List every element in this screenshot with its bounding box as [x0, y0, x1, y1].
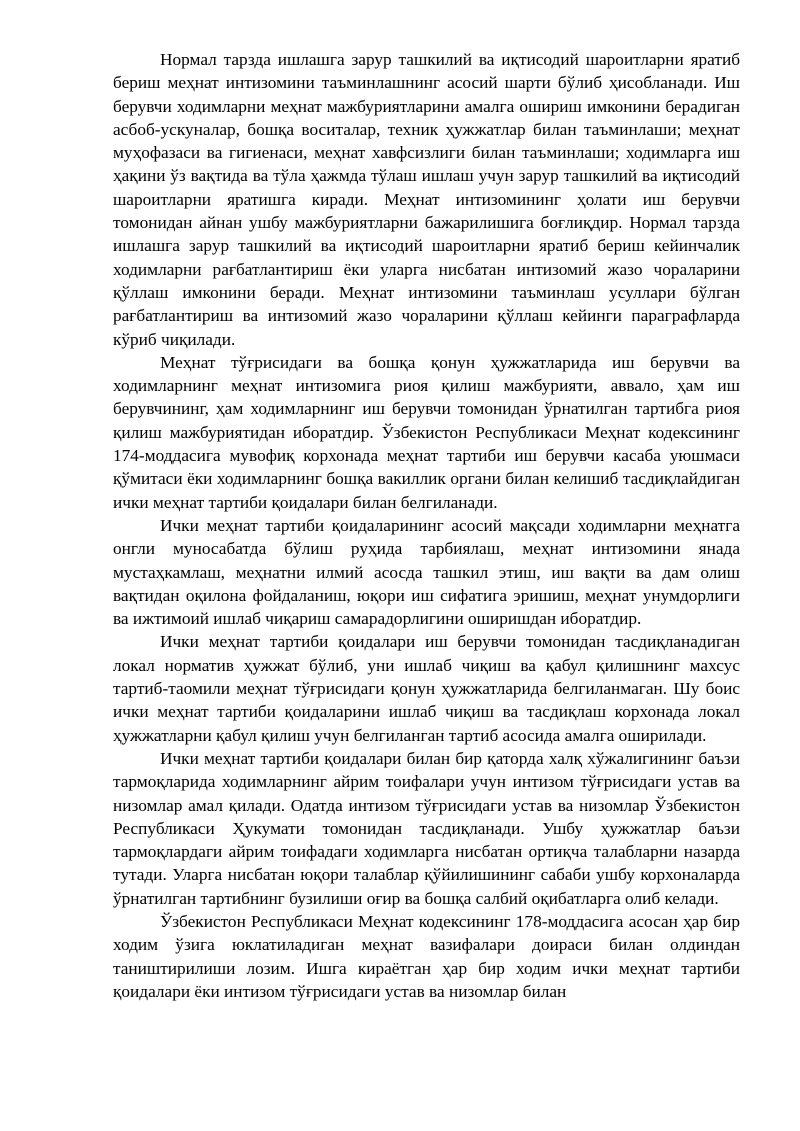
paragraph-4: Ички меҳнат тартиби қоидалари иш берувчи томонидан тасдиқланадиган локал норматив ҳужжат бўлиб, уни ишлаб чиқиш ва қабул қилишнинг махсус тартиб-таомили меҳнат тўғрисидаги қонун ҳужжатларида белгиланмаган. Шу боис ички меҳнат тартиби қоидаларини ишлаб чиқиш ва тасдиқлаш корхонада локал ҳужжатларни қабул қилиш учун белгиланган тартиб асосида амалга оширилади.: [113, 632, 740, 745]
paragraph-3: Ички меҳнат тартиби қоидаларининг асосий мақсади ходимларни меҳнатга онгли муносабатда бўлиш руҳида тарбиялаш, меҳнат интизомини янада мустаҳкамлаш, меҳнатни илмий асосда ташкил этиш, иш вақти ва дам олиш вақтидан оқилона фойдаланиш, юқори иш сифатига эришиш, меҳнат унумдорлиги ва ижтимоий ишлаб чиқариш самарадорлигини оширишдан иборатдир.: [113, 515, 740, 629]
paragraph-6: Ўзбекистон Республикаси Меҳнат кодексининг 178-моддасига асосан ҳар бир ходим ўзига юклатиладиган меҳнат вазифалари доираси билан олдиндан таништирилиши лозим. Ишга кираётган ҳар бир ходим ички меҳнат тартиби қоидалари ёки интизом тўғрисидаги устав ва низомлар билан: [113, 911, 740, 1001]
paragraph-2: Меҳнат тўғрисидаги ва бошқа қонун ҳужжатларида иш берувчи ва ходимларнинг меҳнат интизомига риоя қилиш мажбурияти, аввало, ҳам иш берувчининг, ҳам ходимларнинг иш берувчи томонидан ўрнатилган тартибга риоя қилиш мажбуриятидан иборатдир. Ўзбекистон Республикаси Меҳнат кодексининг 174-моддасига мувофиқ корхонада меҳнат тартиби иш берувчи касаба уюшмаси қўмитаси ёки ходимларнинг бошқа вакиллик органи билан келишиб тасдиқлайдиган ички меҳнат тартиби қоидалари билан белгиланади.: [113, 352, 740, 512]
paragraph-5: Ички меҳнат тартиби қоидалари билан бир қаторда халқ хўжалигининг баъзи тармоқларида ходимларнинг айрим тоифалари учун интизом тўғрисидаги устав ва низомлар амал қилади. Одатда интизом тўғрисидаги устав ва низомлар Ўзбекистон Республикаси Ҳукумати томонидан тасдиқланади. Ушбу ҳужжатлар баъзи тармоқлардаги айрим тоифадаги ходимларга нисбатан ортиқча талабларни назарда тутади. Уларга нисбатан юқори талаблар қўйилишининг сабаби ушбу корхоналарда ўрнатилган тартибнинг бузилиши оғир ва бошқа салбий оқибатларга олиб келади.: [113, 748, 740, 908]
document-body: [113, 48, 740, 1003]
paragraph-1: Нормал тарзда ишлашга зарур ташкилий ва иқтисодий шароитларни яратиб бериш меҳнат интизомини таъминлашнинг асосий шарти бўлиб ҳисобланади. Иш берувчи ходимларни меҳнат мажбуриятларини амалга ошириш имконини берадиган асбоб-ускуналар, бошқа воситалар, техник ҳужжатлар билан таъминлаши; меҳнат муҳофазаси ва гигиенаси, меҳнат хавфсизлиги билан таъминлаши; ходимларга иш ҳақини ўз вақтида ва тўла ҳажмда тўлаш ишлаш учун зарур ташкилий ва иқтисодий шароитларни яратишга киради. Меҳнат интизомининг ҳолати иш берувчи томонидан айнан ушбу мажбуриятларни бажарилишига боғлиқдир. Нормал тарзда ишлашга зарур ташкилий ва иқтисодий шароитларни яратиб бериш кейинчалик ходимларни рағбатлантириш ёки уларга нисбатан интизомий жазо чораларини қўллаш имконини беради. Меҳнат интизомини таъминлаш усуллари бўлган рағбатлантириш ва интизомий жазо чораларини қўллаш кейинги параграфларда кўриб чиқилади.: [113, 50, 740, 349]
